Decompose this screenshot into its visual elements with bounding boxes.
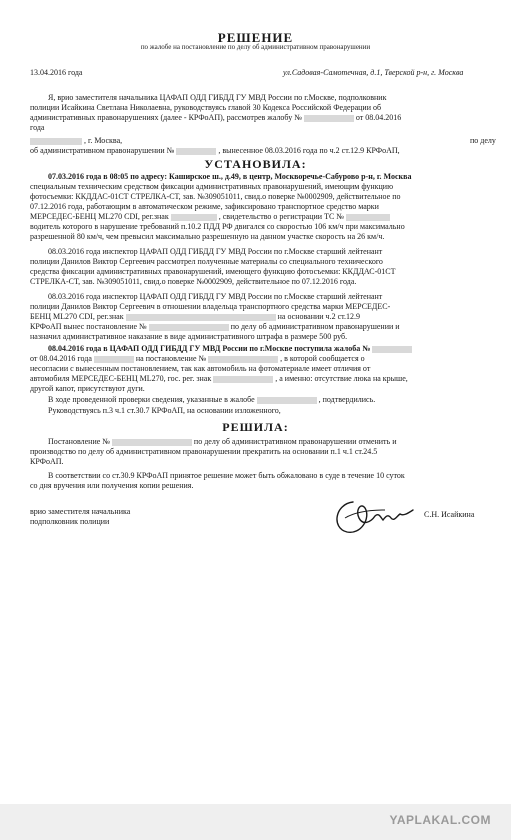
document-subtitle: по жалобе на постановление по делу об административном правонарушении: [140, 43, 371, 51]
intro-fragment: по делу: [470, 136, 496, 145]
found-line: 07.03.2016 года в 08:05 по адресу: Каширское ш., д.49, в центр, Москворечье-Сабурово р-н, г. Москва: [48, 172, 412, 181]
found-line: от 08.04.2016 года на постановление № , в которой сообщается о: [30, 354, 365, 363]
signer-rank: подполковник полиции: [30, 517, 110, 526]
intro-line: Я, врио заместителя начальника ЦАФАП ОДД ГИБДД ГУ МВД России по г.Москве, подполковник: [48, 93, 387, 102]
intro-line: полиции Исайкина Светлана Николаевна, руководствуясь главой 30 Кодекса Российской Федерации об: [30, 103, 382, 112]
found-line: КРФоАП вынес постановление № по делу об административном правонарушении и: [30, 322, 400, 331]
found-line: СТРЕЛКА-СТ, зав. №309051011, свид.о поверке №0002909, действительное по 07.12.2016 года.: [30, 277, 357, 286]
intro-line: административных правонарушениях (далее - КРФоАП), рассмотрев жалобу № от 08.04.2016: [30, 113, 402, 122]
watermark-strip: [0, 804, 511, 840]
decided-line: В соответствии со ст.30.9 КРФоАП принятое решение может быть обжаловано в суде в течение 10 суток: [48, 471, 405, 480]
document-title: РЕШЕНИЕ: [217, 30, 294, 45]
found-line: 07.12.2016 года, работающим в автоматическом режиме, зафиксировано транспортное средство марки: [30, 202, 379, 211]
found-line: специальным техническим средством фиксации административных правонарушений, имеющим функцию: [30, 182, 394, 191]
section-heading-found: УСТАНОВИЛА:: [204, 157, 307, 171]
section-heading-decided: РЕШИЛА:: [222, 420, 289, 434]
found-line: водитель которого в нарушение требований п.10.2 ПДД РФ двигался со скоростью 106 км/ч при максимально: [30, 222, 405, 231]
found-line: БЕНЦ ML270 CDI, рег.знак на основании ч.2 ст.12.9: [30, 312, 361, 321]
found-line: МЕРСЕДЕС-БЕНЦ ML270 CDI, рег.знак , свидетельство о регистрации ТС №: [30, 212, 498, 222]
found-line: 08.03.2016 года инспектор ЦАФАП ОДД ГИБДД ГУ МВД России по г.Москве старший лейтенант: [48, 292, 383, 301]
found-line: другой капот, присутствуют дуги.: [30, 384, 145, 393]
found-line: 08.04.2016 года в ЦАФАП ОДД ГИБДД ГУ МВД России по г.Москве поступила жалоба №: [30, 344, 498, 354]
found-line: 08.03.2016 года инспектор ЦАФАП ОДД ГИБДД ГУ МВД России по г.Москве старший лейтенант: [48, 247, 383, 256]
found-line: В ходе проведенной проверки сведения, указанные в жалобе , подтвердились.: [48, 395, 376, 404]
decided-line: КРФоАП.: [30, 457, 64, 466]
signer-name: С.Н. Исайкина: [424, 510, 475, 519]
handwritten-signature: [325, 488, 420, 543]
document-date: 13.04.2016 года: [30, 68, 83, 77]
intro-line: , г. Москва,: [30, 136, 498, 146]
signer-post: врио заместителя начальника: [30, 507, 131, 516]
intro-line: года: [30, 123, 45, 132]
decided-line: производство по делу об административном правонарушении прекратить на основании п.1 ч.1 ст.24.5: [30, 447, 378, 456]
found-line: полиции Данилов Виктор Сергеевич рассмотрел полученные материалы со специального технического: [30, 257, 383, 266]
found-line: полиции Данилов Виктор Сергеевич в отношении владельца транспортного средства марки МЕРСЕДЕС-: [30, 302, 391, 311]
intro-line: об административном правонарушении № , вынесенное 08.03.2016 года по ч.2 ст.12.9 КРФоАП,: [30, 146, 400, 155]
found-line: автомобиля МЕРСЕДЕС-БЕНЦ ML270, гос. рег. знак , а именно: отсутствие люка на крыше,: [30, 374, 408, 383]
decided-line: со дня вручения или получения копии решения.: [30, 481, 194, 490]
watermark-logo: YAPLAKAL.COM: [389, 813, 491, 827]
found-line: разрешенной 80 км/ч, чем превысил максимально разрешенную на данном участке скорость на 26 км/ч.: [30, 232, 385, 241]
found-line: Руководствуясь п.3 ч.1 ст.30.7 КРФоАП, на основании изложенного,: [48, 406, 281, 415]
found-line: средства фиксации административных правонарушений, имеющего функцию фотосъемки: ККДДАС-01СТ: [30, 267, 396, 276]
found-line: несогласии с вынесенным постановлением, так как автомобиль на фотоматериале имеет отличия от: [30, 364, 371, 373]
document-address: ул.Садовая-Самотечная, д.1, Тверской р-н, г. Москва: [283, 68, 464, 77]
decided-line: Постановление № по делу об административном правонарушении отменить и: [48, 437, 397, 446]
found-line: назначил административное наказание в виде административного штрафа в размере 500 руб.: [30, 332, 348, 341]
found-line: фотосъемки: ККДДАС-01СТ СТРЕЛКА-СТ, зав. №309051011, свид.о поверке №0002909, действительное по: [30, 192, 401, 201]
